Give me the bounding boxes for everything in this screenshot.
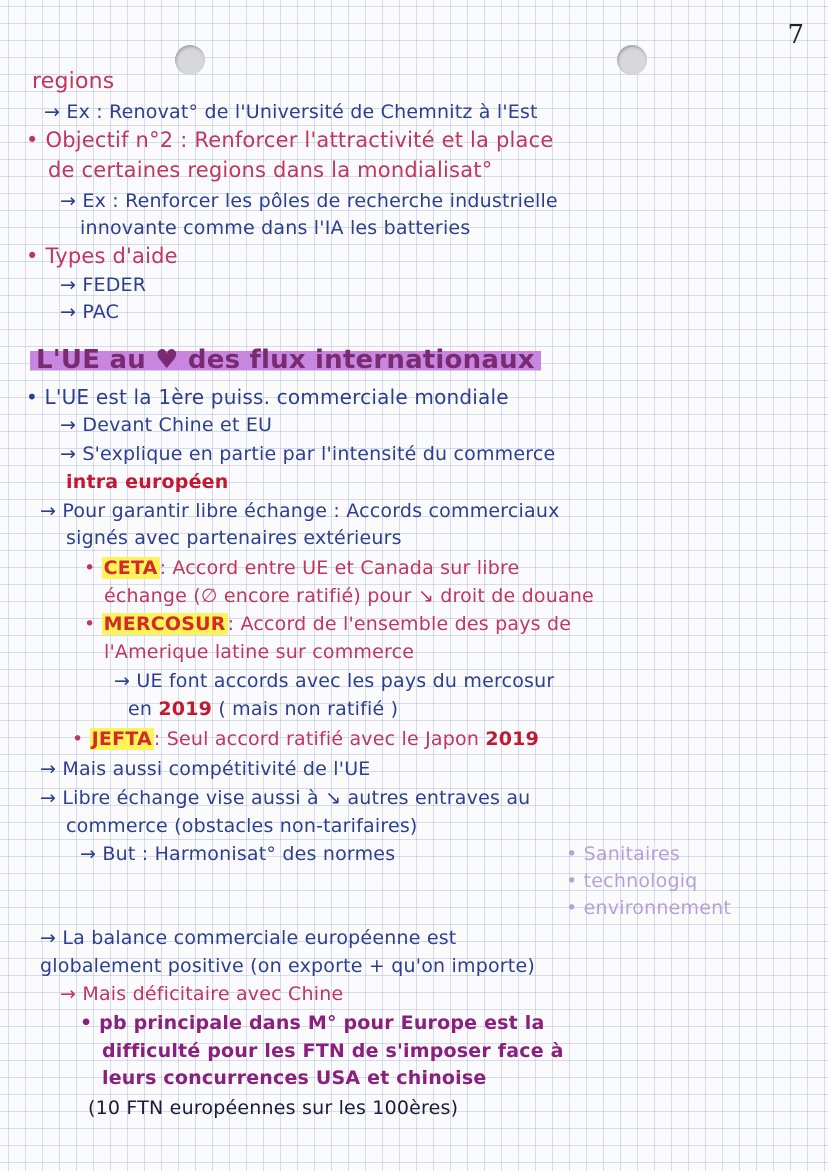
note-line: → UE font accords avec les pays du mercosur xyxy=(114,670,555,692)
note-line: → Mais aussi compétitivité de l'UE xyxy=(40,758,371,780)
page-number: 7 xyxy=(787,20,804,50)
not-ratified: ( mais non ratifié ) xyxy=(218,698,399,720)
bullet: • xyxy=(84,613,102,635)
note-line: regions xyxy=(32,69,115,94)
note-line: → Libre échange vise aussi à ↘ autres entraves au xyxy=(40,787,531,809)
year-prefix: en xyxy=(128,698,153,720)
note-line: → FEDER xyxy=(60,274,147,296)
note-line xyxy=(84,556,519,580)
note-line: → Pour garantir libre échange : Accords commerciaux xyxy=(40,500,560,522)
note-line: l'Amerique latine sur commerce xyxy=(104,641,415,663)
jefta-year: 2019 xyxy=(485,728,540,750)
note-line: → La balance commerciale européenne est xyxy=(40,927,457,949)
note-line: • Types d'aide xyxy=(26,244,178,268)
note-line: commerce (obstacles non-tarifaires) xyxy=(66,815,418,837)
note-line: • Objectif n°2 : Renforcer l'attractivité et la place xyxy=(26,128,554,152)
note-line: → But : Harmonisat° des normes xyxy=(80,843,396,865)
note-line xyxy=(84,612,571,636)
note-line: → Ex : Renovat° de l'Université de Chemnitz à l'Est xyxy=(44,101,538,123)
note-line: • L'UE est la 1ère puiss. commerciale mondiale xyxy=(26,385,509,409)
note-line: → Ex : Renforcer les pôles de recherche industrielle xyxy=(60,190,558,212)
note-line: de certaines regions dans la mondialisat° xyxy=(48,158,493,182)
note-line: signés avec partenaires extérieurs xyxy=(66,527,402,549)
note-line: difficulté pour les FTN de s'imposer face à xyxy=(102,1040,564,1062)
note-line: → S'explique en partie par l'intensité du commerce xyxy=(60,443,556,465)
jefta-text: : Seul accord ratifié avec le Japon xyxy=(153,728,480,750)
binder-hole-left xyxy=(175,45,205,75)
note-line xyxy=(72,727,539,751)
note-line: innovante comme dans l'IA les batteries xyxy=(80,217,471,239)
mercosur-text: : Accord de l'ensemble des pays de xyxy=(227,613,572,635)
note-line: → Devant Chine et EU xyxy=(60,414,273,436)
note-line: • environnement xyxy=(566,897,731,919)
note-line xyxy=(128,697,398,721)
note-line: • technologiq xyxy=(566,870,698,892)
note-line: → Mais déficitaire avec Chine xyxy=(60,983,344,1005)
bullet: • xyxy=(72,728,90,750)
section-title xyxy=(30,345,541,375)
note-line: leurs concurrences USA et chinoise xyxy=(102,1067,487,1089)
note-line: → PAC xyxy=(60,301,120,323)
note-line: intra européen xyxy=(66,471,229,493)
note-line: échange (∅ encore ratifié) pour ↘ droit de douane xyxy=(104,585,594,607)
mercosur-label: MERCOSUR xyxy=(103,613,226,635)
year-2019: 2019 xyxy=(158,698,213,720)
note-line: (10 FTN européennes sur les 100ères) xyxy=(88,1097,459,1119)
section-title-text: L'UE au ♥ des flux internationaux xyxy=(30,345,541,375)
note-line: • pb principale dans M° pour Europe est la xyxy=(80,1012,545,1034)
bullet: • xyxy=(84,557,102,579)
note-line: • Sanitaires xyxy=(566,843,681,865)
ceta-text: : Accord entre UE et Canada sur libre xyxy=(159,557,520,579)
note-line: globalement positive (on exporte + qu'on importe) xyxy=(40,955,535,977)
jefta-label: JEFTA xyxy=(91,728,152,750)
ceta-label: CETA xyxy=(103,557,158,579)
binder-hole-right xyxy=(617,45,647,75)
